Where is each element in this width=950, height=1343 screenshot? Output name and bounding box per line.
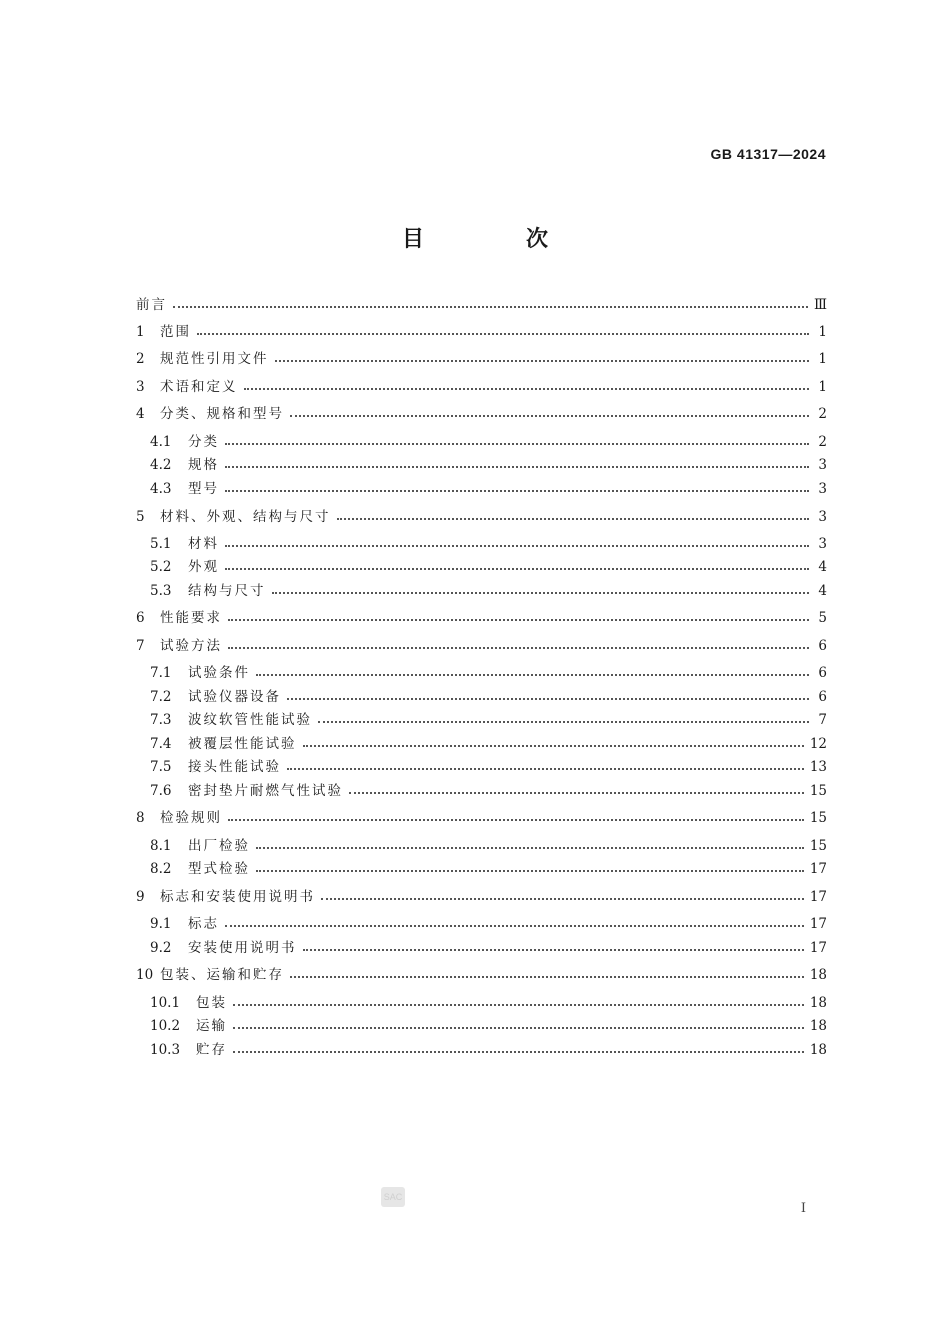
toc-entry-label: 包装、运输和贮存	[160, 967, 284, 983]
toc-entry[interactable]	[136, 322, 827, 342]
toc-entry-page: 12	[809, 736, 827, 752]
page-number: I	[800, 1201, 806, 1216]
toc-entry-number: 4.1	[150, 434, 172, 450]
toc-leader-dots	[256, 847, 804, 849]
toc-leader-dots	[225, 490, 809, 492]
toc-entry-page: 3	[818, 457, 827, 473]
page-title: 目 次	[401, 226, 588, 252]
toc-entry-page: 18	[809, 967, 827, 983]
toc-entry[interactable]	[136, 608, 827, 628]
toc-entry-page: 17	[809, 861, 827, 877]
toc-entry-label: 包装	[196, 995, 227, 1011]
toc-entry-number: 5.1	[150, 536, 172, 552]
toc-entry-page: 6	[818, 638, 827, 654]
toc-entry-number: 5	[136, 509, 145, 525]
toc-entry-page: 1	[818, 379, 827, 395]
toc-entry-page: 18	[809, 1042, 827, 1058]
toc-entry-label: 规格	[188, 457, 219, 473]
toc-entry-page: 15	[809, 783, 827, 799]
toc-entry[interactable]	[150, 938, 827, 958]
toc-entry[interactable]	[136, 507, 827, 527]
toc-leader-dots	[287, 768, 804, 770]
toc-entry-label: 贮存	[196, 1042, 227, 1058]
toc-entry-number: 5.3	[150, 583, 172, 599]
toc-entry-label: 波纹软管性能试验	[188, 712, 312, 728]
toc-entry[interactable]	[150, 534, 827, 554]
toc-leader-dots	[233, 1004, 804, 1006]
toc-entry-page: 4	[818, 583, 827, 599]
toc-leader-dots	[272, 592, 810, 594]
toc-entry-number: 9.2	[150, 940, 172, 956]
toc-leader-dots	[225, 925, 804, 927]
toc-leader-dots	[244, 388, 810, 390]
toc-entry-page: 15	[809, 838, 827, 854]
toc-entry-label: 标志和安装使用说明书	[160, 889, 315, 905]
standard-number: GB 41317—2024	[710, 146, 826, 162]
toc-entry-page: 3	[818, 536, 827, 552]
toc-entry-label: 接头性能试验	[188, 759, 281, 775]
toc-leader-dots	[290, 976, 804, 978]
toc-leader-dots	[225, 568, 809, 570]
toc-entry[interactable]	[150, 557, 827, 577]
toc-entry-page: 17	[809, 916, 827, 932]
toc-entry-number: 10.1	[150, 995, 181, 1011]
toc-leader-dots	[349, 792, 804, 794]
toc-leader-dots	[173, 306, 808, 308]
toc-entry-number: 9.1	[150, 916, 172, 932]
toc-leader-dots	[233, 1027, 804, 1029]
toc-entry-label: 出厂检验	[188, 838, 250, 854]
toc-entry-number: 7.2	[150, 689, 172, 705]
toc-entry-page: 4	[818, 559, 827, 575]
toc-entry-label: 分类、规格和型号	[160, 406, 284, 422]
toc-entry-label: 运输	[196, 1018, 227, 1034]
toc-entry-page: 1	[818, 351, 827, 367]
toc-entry[interactable]	[150, 859, 827, 879]
toc-entry-number: 1	[136, 324, 145, 340]
toc-entry-page: 13	[809, 759, 827, 775]
toc-entry-page: 15	[809, 810, 827, 826]
toc-leader-dots	[197, 333, 809, 335]
toc-entry[interactable]	[136, 404, 827, 424]
toc-leader-dots	[228, 619, 809, 621]
toc-entry[interactable]	[136, 349, 827, 369]
toc-leader-dots	[225, 466, 809, 468]
toc-entry[interactable]	[150, 455, 827, 475]
toc-entry[interactable]	[136, 636, 827, 656]
toc-entry-number: 10.3	[150, 1042, 181, 1058]
toc-entry-number: 10.2	[150, 1018, 181, 1034]
toc-entry-label: 结构与尺寸	[188, 583, 266, 599]
toc-entry-page: 7	[818, 712, 827, 728]
toc-entry-page: 6	[818, 689, 827, 705]
watermark-logo-icon: SAC	[381, 1187, 405, 1207]
toc-entry[interactable]	[150, 914, 827, 934]
toc-entry-label: 型式检验	[188, 861, 250, 877]
toc-leader-dots	[303, 745, 804, 747]
toc-entry-page: 17	[809, 889, 827, 905]
toc-entry-page: 3	[818, 481, 827, 497]
toc-entry-page: 18	[809, 1018, 827, 1034]
toc-entry[interactable]	[136, 808, 827, 828]
toc-leader-dots	[225, 545, 809, 547]
toc-entry-page: Ⅲ	[813, 297, 827, 313]
toc-entry[interactable]	[150, 710, 827, 730]
toc-entry-number: 3	[136, 379, 145, 395]
toc-leader-dots	[318, 721, 809, 723]
toc-leader-dots	[233, 1051, 804, 1053]
toc-entry[interactable]	[150, 1040, 827, 1060]
toc-entry[interactable]	[150, 687, 827, 707]
toc-entry-label: 术语和定义	[160, 379, 238, 395]
toc-entry[interactable]	[150, 757, 827, 777]
toc-entry-label: 试验条件	[188, 665, 250, 681]
toc-leader-dots	[228, 647, 809, 649]
toc-entry[interactable]	[150, 432, 827, 452]
toc-entry[interactable]	[136, 377, 827, 397]
toc-entry-page: 17	[809, 940, 827, 956]
toc-entry-label: 试验仪器设备	[188, 689, 281, 705]
toc-leader-dots	[225, 443, 809, 445]
toc-entry-number: 7.3	[150, 712, 172, 728]
toc-entry-number: 9	[136, 889, 145, 905]
toc-entry-page: 2	[818, 434, 827, 450]
toc-entry-page: 3	[818, 509, 827, 525]
toc-entry-number: 7.5	[150, 759, 172, 775]
toc-entry-label: 材料	[188, 536, 219, 552]
toc-entry-label: 型号	[188, 481, 219, 497]
toc-entry-number: 6	[136, 610, 145, 626]
toc-leader-dots	[256, 674, 809, 676]
toc-entry-number: 7.4	[150, 736, 172, 752]
toc-leader-dots	[337, 518, 810, 520]
toc-leader-dots	[287, 698, 809, 700]
toc-leader-dots	[275, 360, 810, 362]
toc-entry-page: 18	[809, 995, 827, 1011]
toc-leader-dots	[321, 898, 804, 900]
toc-entry[interactable]	[150, 734, 827, 754]
toc-entry-number: 7.1	[150, 665, 172, 681]
toc-entry-number: 5.2	[150, 559, 172, 575]
toc-entry-page: 2	[818, 406, 827, 422]
toc-entry-number: 2	[136, 351, 145, 367]
toc-leader-dots	[256, 870, 804, 872]
toc-entry-number: 4.3	[150, 481, 172, 497]
toc-entry[interactable]	[150, 663, 827, 683]
toc-entry-number: 4.2	[150, 457, 172, 473]
toc-entry-number: 7.6	[150, 783, 172, 799]
toc-entry[interactable]	[136, 887, 827, 907]
toc-entry[interactable]	[150, 1016, 827, 1036]
toc-leader-dots	[290, 415, 809, 417]
toc-entry-page: 5	[818, 610, 827, 626]
toc-entry-label: 材料、外观、结构与尺寸	[160, 509, 331, 525]
toc-entry-label: 性能要求	[160, 610, 222, 626]
toc-entry[interactable]	[136, 965, 827, 985]
toc-entry-page: 1	[818, 324, 827, 340]
toc-entry[interactable]	[150, 993, 827, 1013]
toc-entry-label: 安装使用说明书	[188, 940, 297, 956]
toc-entry-label: 范围	[160, 324, 191, 340]
toc-entry-number: 8	[136, 810, 145, 826]
toc-entry-page: 6	[818, 665, 827, 681]
toc-entry[interactable]	[150, 836, 827, 856]
toc-entry-label: 外观	[188, 559, 219, 575]
toc-entry-label: 被覆层性能试验	[188, 736, 297, 752]
toc-entry-label: 规范性引用文件	[160, 351, 269, 367]
toc-entry-label: 检验规则	[160, 810, 222, 826]
toc-entry-number: 8.2	[150, 861, 172, 877]
toc-entry-number: 7	[136, 638, 145, 654]
toc-entry[interactable]	[136, 295, 827, 315]
toc-entry-label: 标志	[188, 916, 219, 932]
toc-entry[interactable]	[150, 479, 827, 499]
toc-entry-label: 密封垫片耐燃气性试验	[188, 783, 343, 799]
toc-leader-dots	[228, 819, 804, 821]
toc-leader-dots	[303, 949, 804, 951]
toc-entry[interactable]	[150, 781, 827, 801]
toc-entry-label: 前言	[136, 297, 167, 313]
toc-entry-number: 4	[136, 406, 145, 422]
toc-entry-number: 10	[136, 967, 154, 983]
toc-entry[interactable]	[150, 581, 827, 601]
toc-entry-number: 8.1	[150, 838, 172, 854]
toc-entry-label: 试验方法	[160, 638, 222, 654]
toc-entry-label: 分类	[188, 434, 219, 450]
